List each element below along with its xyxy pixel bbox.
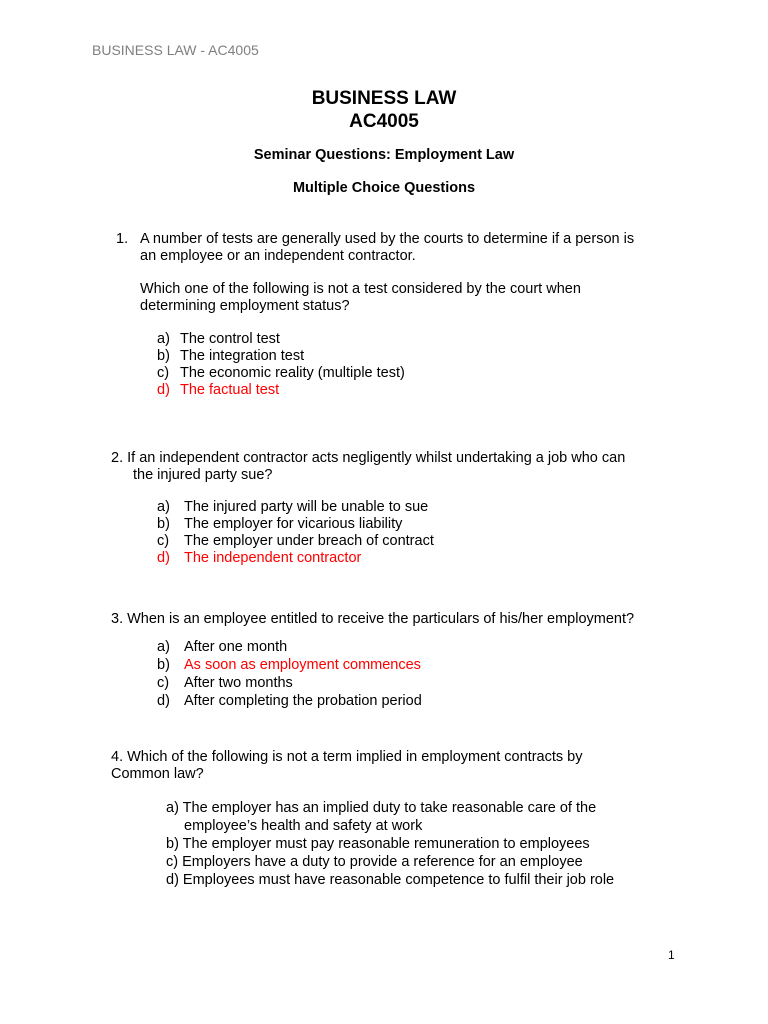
question-text: A number of tests are generally used by the courts to determine if a person is [140, 231, 635, 247]
question-text: 2. If an independent contractor acts negligently whilst undertaking a job who can [111, 450, 626, 466]
option-text: The injured party will be unable to sue [184, 499, 429, 515]
option-letter: b) [157, 516, 170, 532]
option-letter: c) [157, 365, 170, 381]
question-text: the injured party sue? [133, 467, 273, 483]
option-text: After completing the probation period [184, 693, 422, 709]
course-code: AC4005 [349, 111, 419, 132]
question-number: 1. [116, 231, 129, 247]
option-text: The economic reality (multiple test) [180, 365, 405, 381]
option-text: After two months [184, 675, 293, 691]
option-letter: b) [157, 348, 170, 364]
option-text: The employer under breach of contract [184, 533, 434, 549]
question-text: an employee or an independent contractor. [140, 248, 416, 264]
option-text: b) The employer must pay reasonable remuneration to employees [166, 836, 590, 852]
option-text-answer: The independent contractor [184, 550, 362, 566]
option-letter: a) [157, 499, 170, 515]
option-text: After one month [184, 639, 288, 655]
option-letter: a) [157, 639, 170, 655]
option-text-answer: The factual test [180, 382, 280, 398]
option-letter-answer: d) [157, 382, 170, 398]
question-text: 3. When is an employee entitled to receive the particulars of his/her employment? [111, 611, 635, 627]
option-text: The employer for vicarious liability [184, 516, 403, 532]
option-letter: b) [157, 657, 170, 673]
option-text: The integration test [180, 348, 305, 364]
option-letter: d) [157, 693, 170, 709]
seminar-subtitle: Seminar Questions: Employment Law [253, 147, 515, 163]
page-number: 1 [668, 948, 675, 962]
section-heading: Multiple Choice Questions [292, 180, 476, 196]
question-text: 4. Which of the following is not a term implied in employment contracts by [111, 749, 583, 765]
option-text: a) The employer has an implied duty to take reasonable care of the [166, 800, 597, 816]
running-header: BUSINESS LAW - AC4005 [92, 42, 259, 58]
option-text: d) Employees must have reasonable competence to fulfil their job role [166, 872, 615, 888]
option-letter: a) [157, 331, 170, 347]
option-letter: c) [157, 533, 170, 549]
question-text: Common law? [111, 766, 204, 782]
question-subtext: Which one of the following is not a test considered by the court when [140, 281, 581, 297]
option-text: c) Employers have a duty to provide a reference for an employee [166, 854, 583, 870]
question-subtext: determining employment status? [140, 298, 350, 314]
option-text: The control test [180, 331, 280, 347]
option-letter-answer: d) [157, 550, 170, 566]
option-text-continued: employee’s health and safety at work [184, 818, 423, 834]
document-title: BUSINESS LAW [311, 88, 457, 109]
option-text-answer: As soon as employment commences [184, 657, 421, 673]
option-letter: c) [157, 675, 170, 691]
